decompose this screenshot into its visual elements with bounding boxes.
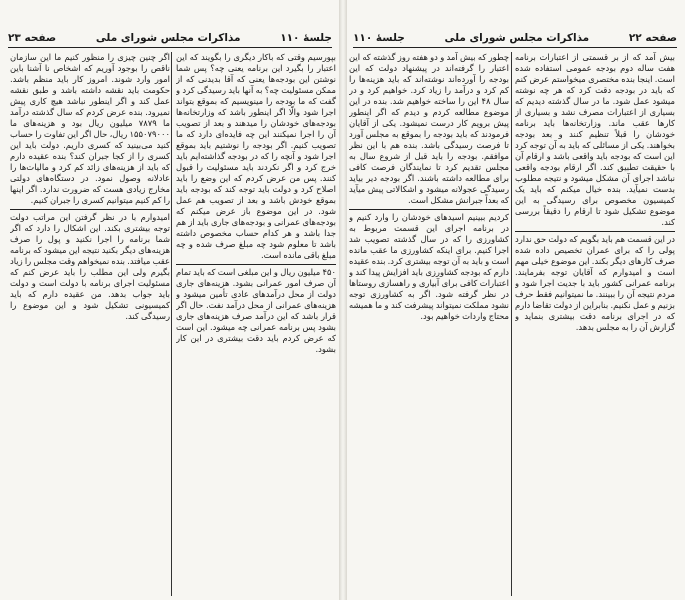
right-col-right-break (515, 231, 675, 232)
left-page-title: مذاکرات مجلس شورای ملی (95, 32, 241, 44)
right-col-right-top-text: بیش آمد که از بر قسمتی از اعتبارات برنامه هفت ساله دوم بودجه عمومی استفاده شده است. اینجا بنده مختصری میخواستم عرض کنم که باید در بودجه دقت کرد که هر چه نوشته میشود عمل شود. ما در سال گذشته دیدیم که بسیاری از اعتبارات مصرف نشد و بسیاری از کارها عقب ماند. وزارتخانه‌ها باید برنامه خودشان را قبلاً تنظیم کنند و بعد بودجه بخواهند. یکی از مسائلی که باید به آن توجه کرد این است که بودجه باید واقعی باشد و ارقام آن با حقیقت تطبیق کند. اگر ارقام بودجه واقعی نباشد اجرای آن مشکل میشود و نتیجه مطلوب بدست نمیآید. بنده خیال میکنم که باید یک کمیسیون مخصوص برای رسیدگی به این موضوع تشکیل شود تا ارقام را دقیقاً بررسی کند. (515, 52, 675, 227)
right-col-left-break (349, 209, 509, 210)
right-col-left-bottom-text: کردیم ببینیم اسیدهای خودشان را وارد کنیم و در برنامه اجرای این قسمت مربوط به کشاورزی را که در سال گذشته تصویب شد اجرا کنیم. برای اینکه کشاورزی ما عقب مانده است و باید به آن توجه بیشتری کرد. بنده عقیده دارم که بودجه کشاورزی باید افزایش پیدا کند و اعتبارات کافی برای آبیاری و راهسازی روستاها در نظر گرفته شود. اگر به کشاورزی توجه نشود مملکت نمیتواند پیشرفت کند و ما همیشه محتاج واردات خواهیم بود. (349, 212, 509, 321)
right-page-title: مذاکرات مجلس شورای ملی (444, 32, 590, 44)
left-col-left-top-text: اگر چنین چیزی را منظور کنیم ما این سازمان ناقص را بوجود آوریم که اشخاص نا آشنا باین امور وارد شوند. امروز کار باید منظم باشد. حکومت باید نقشه داشته باشد و طبق نقشه عمل کند و اگر اینطور نباشد هیچ کاری پیش نمیرود. بنده عرض کردم که سال گذشته درآمد ما ۷۸۷۹ میلیون ریال بود و هزینه‌های ما ۱۵۵۰۷۹۰۰۰ ریال، حال اگر این تفاوت را حساب کنید می‌بینید که کسری داریم. دولت باید این کسری را از کجا جبران کند؟ بنده عقیده دارم که باید از هزینه‌های زائد کم کرد و مالیات‌ها را عادلانه وصول نمود. در دستگاه‌های دولتی مخارج زیادی هست که ضرورت ندارد. اگر اینها را کم کنیم میتوانیم کسری را جبران کنیم. (10, 52, 170, 205)
left-page-column-right (176, 52, 336, 596)
left-page-header (8, 30, 332, 46)
left-col-left-bottom-text: امیدوارم با در نظر گرفتن این مراتب دولت توجه بیشتری بکند. این اشکال را دارد که اگر شما برنامه را اجرا نکنید و پول را صرف هزینه‌های دیگر بکنید نتیجه این میشود که برنامه عقب میافتد. بنده نمیخواهم وقت مجلس را زیاد بگیرم ولی این مطلب را باید عرض کنم که مسئولیت اجرای برنامه با دولت است و دولت باید جواب بدهد. من عقیده دارم که باید کمیسیونی تشکیل شود و این موضوع را رسیدگی کند. (10, 212, 170, 321)
left-col-right-top-text: بپورسیم وقتی که باکار دیگری را بگویند که این اعتبار را بگیرد این برنامه یعنی چه؟ پس شما نوشتن این بودجه‌ها یعنی که آقا بدیدنی که از ممکن مسئولیت چه؟ به آنها باید رسیدگی کرد و گفت که ما بودجه را مینویسیم که بموقع بتواند اجرا شود والّا اگر اینطور باشد که وزارتخانه‌ها بودجه‌های خودشان را میدهند و بعد از تصویب آن را اجرا نمیکنند این چه فایده‌ای دارد که ما تصویب کنیم. اگر بودجه را نوشتیم باید بموقع اجرا شود و آنچه را که در بودجه گذاشته‌ایم باید خرج کرد و اگر نکردند باید مسئولیت را قبول کنند. پس من عرض کردم که این وضع را باید اصلاح کرد و دولت باید توجه کند که بودجه باید بموقع خودش باشد و بعد از تصویب هم عمل شود. در این موضوع باز عرض میکنم که بودجه‌های عمرانی و بودجه‌های جاری باید از هم جدا باشد و هر کدام حساب مخصوص داشته باشد تا معلوم شود چه مبلغ صرف شده و چه مبلغ باقی مانده است. (176, 52, 336, 260)
right-page-header (353, 30, 677, 46)
right-page-session: جلسهٔ ۱۱۰ (353, 32, 405, 44)
left-column-divider (171, 52, 172, 596)
right-col-left-top-text: چطور که بیش آمد و دو هفته روز گذشته که این اعتبار را گرفته‌اند در پیشنهاد دولت که این بودجه را آورده‌اند نوشته‌اند که باید هزینه‌ها را کم کرد و درآمد را زیاد کرد. خواهیم کرد و در سال ۴۸ این را ساخته خواهیم شد. بنده در این موضوع مطالعه کردم و دیدم که اگر اینطور پیش برویم کار درست نمیشود. یکی از آقایان فرمودند که باید بودجه را بموقع به مجلس آورد تا فرصت رسیدگی باشد. بنده هم با این نظر موافقم. بودجه را باید قبل از شروع سال به مجلس تقدیم کرد تا نمایندگان فرصت کافی برای مطالعه داشته باشند. اگر بودجه دیر بیاید رسیدگی عجولانه میشود و اشکالاتی پیش میآید که بعداً جبرانش مشکل است. (349, 52, 509, 205)
left-page (0, 0, 340, 600)
left-col-right-break (176, 264, 336, 265)
right-header-rule (353, 47, 677, 48)
right-col-right-bottom-text: در این قسمت هم باید بگویم که دولت حق ندارد پولی را که برای عمران تخصیص داده شده صرف کارهای دیگر بکند. این موضوع خیلی مهم است و امیدوارم که آقایان توجه بفرمایند. برنامه عمرانی کشور باید با جدیت اجرا شود و مردم نتیجه آن را ببینند. ما نمیتوانیم فقط حرف بزنیم و عمل نکنیم. بنابراین از دولت تقاضا دارم که در اجرای برنامه دقت بیشتری بنماید و گزارش آن را به مجلس بدهد. (515, 234, 675, 332)
right-page-column-left (349, 52, 509, 596)
left-col-left-break (10, 209, 170, 210)
left-header-rule (8, 47, 332, 48)
left-page-session: جلسهٔ ۱۱۰ (280, 32, 332, 44)
left-col-right-bottom-text: ۴۵۰ میلیون ریال و این مبلغی است که باید تمام آن صرف امور عمرانی بشود. هزینه‌های جاری دولت از محل درآمدهای عادی تأمین میشود و هزینه‌های عمرانی از محل درآمد نفت. حال اگر قرار باشد که این درآمد صرف هزینه‌های جاری بشود پس برنامه عمرانی چه میشود. این است که عرض کردم باید دقت بیشتری در این کار بشود. (176, 267, 336, 354)
left-page-column-left (10, 52, 170, 596)
right-page-number: صفحه ۲۲ (628, 32, 677, 44)
left-page-number: صفحه ۲۳ (8, 32, 57, 44)
right-page (345, 0, 685, 600)
right-column-divider (511, 52, 512, 596)
right-page-column-right (515, 52, 675, 596)
